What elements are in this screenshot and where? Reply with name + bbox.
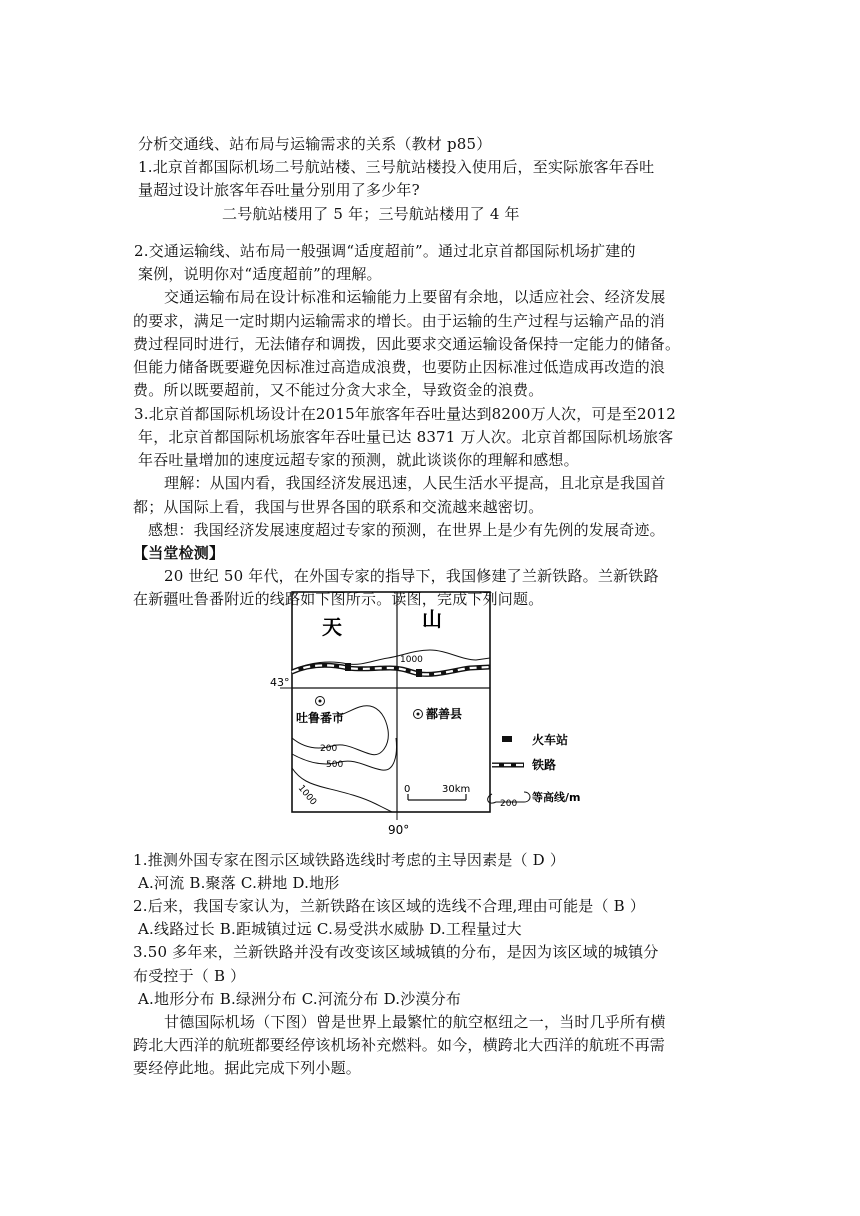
contour-label-1000-top: 1000 <box>400 655 423 665</box>
answer-3-understanding-2: 都；从国际上看，我国与世界各国的联系和交流越来越密切。 <box>133 498 544 516</box>
turpan-label: 吐鲁番市 <box>296 711 345 725</box>
scale-distance: 30km <box>442 784 471 795</box>
scale-zero: 0 <box>404 784 411 795</box>
station-east <box>416 669 422 677</box>
gander-intro-line-2: 跨北大西洋的航班都要经停该机场补充燃料。如今，横跨北大西洋的航班不再需 <box>133 1036 666 1054</box>
question-3-line-2: 年，北京首都国际机场旅客年吞吐量已达 8371 万人次。北京首都国际机场旅客 <box>138 428 674 446</box>
legend-station-label: 火车站 <box>532 733 569 747</box>
latitude-label: 43° <box>270 676 290 689</box>
legend-contour-value: 200 <box>500 799 518 809</box>
answer-2-line-5: 费。所以既要超前，又不能过分贪大求全，导致资金的浪费。 <box>133 381 544 399</box>
answer-3-feeling: 感想：我国经济发展速度超过专家的预测，在世界上是少有先例的发展奇迹。 <box>148 521 665 539</box>
answer-2-line-3: 费过程同时进行，无法储存和调拨，因此要求交通运输设备保持一定能力的储备。 <box>133 335 681 353</box>
turpan-marker <box>319 700 322 703</box>
question-3-line-1: 3.北京首都国际机场设计在2015年旅客年吞吐量达到8200万人次，可是至2012 <box>134 405 677 423</box>
question-2-line-2: 案例，说明你对“适度超前”的理解。 <box>138 265 382 283</box>
lanxin-railway-map <box>270 588 610 838</box>
question-2-line-1: 2.交通运输线、站布局一般强调“适度超前”。通过北京首都国际机场扩建的 <box>134 242 636 260</box>
class-test-heading: 【当堂检测】 <box>133 544 225 562</box>
contour-label-500: 500 <box>326 760 344 770</box>
contour-label-1000-bottom: 1000 <box>295 783 319 808</box>
tianshan-label-shan: 山 <box>422 607 442 631</box>
answer-1: 二号航站楼用了 5 年；三号航站楼用了 4 年 <box>222 205 520 223</box>
legend-station-symbol <box>502 736 512 742</box>
intro-line-1: 20 世纪 50 年代，在外国专家的指导下，我国修建了兰新铁路。兰新铁路 <box>164 567 659 585</box>
gander-intro-line-3: 要经停此地。据此完成下列小题。 <box>133 1059 362 1077</box>
test-question-3-line-1: 3.50 多年来，兰新铁路并没有改变该区域城镇的分布，是因为该区域的城镇分 <box>133 943 659 961</box>
tianshan-label-tian: 天 <box>322 615 342 639</box>
test-question-1-options: A.河流 B.聚落 C.耕地 D.地形 <box>138 874 340 892</box>
intro-line-2: 在新疆吐鲁番附近的线路如下图所示。读图，完成下列问题。 <box>133 590 544 608</box>
test-question-3-options: A.地形分布 B.绿洲分布 C.河流分布 D.沙漠分布 <box>138 990 462 1008</box>
contour-500 <box>292 738 396 770</box>
contour-label-200: 200 <box>320 744 338 754</box>
legend-railway-label: 铁路 <box>532 758 557 772</box>
shanshan-marker <box>417 713 420 716</box>
gander-intro-line-1: 甘德国际机场（下图）曾是世界上最繁忙的航空枢纽之一，当时几乎所有横 <box>164 1013 666 1031</box>
station-west <box>345 663 351 671</box>
longitude-label: 90° <box>388 823 410 837</box>
section-heading: 分析交通线、站布局与运输需求的关系（教材 p85） <box>138 135 492 153</box>
legend-contour-label: 等高线/m <box>532 791 581 804</box>
answer-3-understanding-1: 理解：从国内看，我国经济发展迅速，人民生活水平提高，且北京是我国首 <box>164 474 666 492</box>
answer-2-line-1: 交通运输布局在设计标准和运输能力上要留有余地，以适应社会、经济发展 <box>164 288 666 306</box>
test-question-2-options: A.线路过长 B.距城镇过远 C.易受洪水威胁 D.工程量过大 <box>138 920 522 938</box>
test-question-1: 1.推测外国专家在图示区域铁路选线时考虑的主导因素是（ D ） <box>133 851 566 869</box>
test-question-2: 2.后来，我国专家认为，兰新铁路在该区域的选线不合理,理由可能是（ B ） <box>133 897 646 915</box>
answer-2-line-4: 但能力储备既要避免因标准过高造成浪费，也要防止因标准过低造成再改造的浪 <box>133 358 666 376</box>
shanshan-label: 鄯善县 <box>426 707 463 721</box>
test-question-3-line-2: 布受控于（ B ） <box>133 967 246 985</box>
question-3-line-3: 年吞吐量增加的速度远超专家的预测，就此谈谈你的理解和感想。 <box>138 451 579 469</box>
answer-2-line-2: 的要求，满足一定时期内运输需求的增长。由于运输的生产过程与运输产品的消 <box>133 312 666 330</box>
question-1-line-1: 1.北京首都国际机场二号航站楼、三号航站楼投入使用后，至实际旅客年吞吐 <box>138 158 655 176</box>
question-1-line-2: 量超过设计旅客年吞吐量分别用了多少年? <box>138 181 420 199</box>
